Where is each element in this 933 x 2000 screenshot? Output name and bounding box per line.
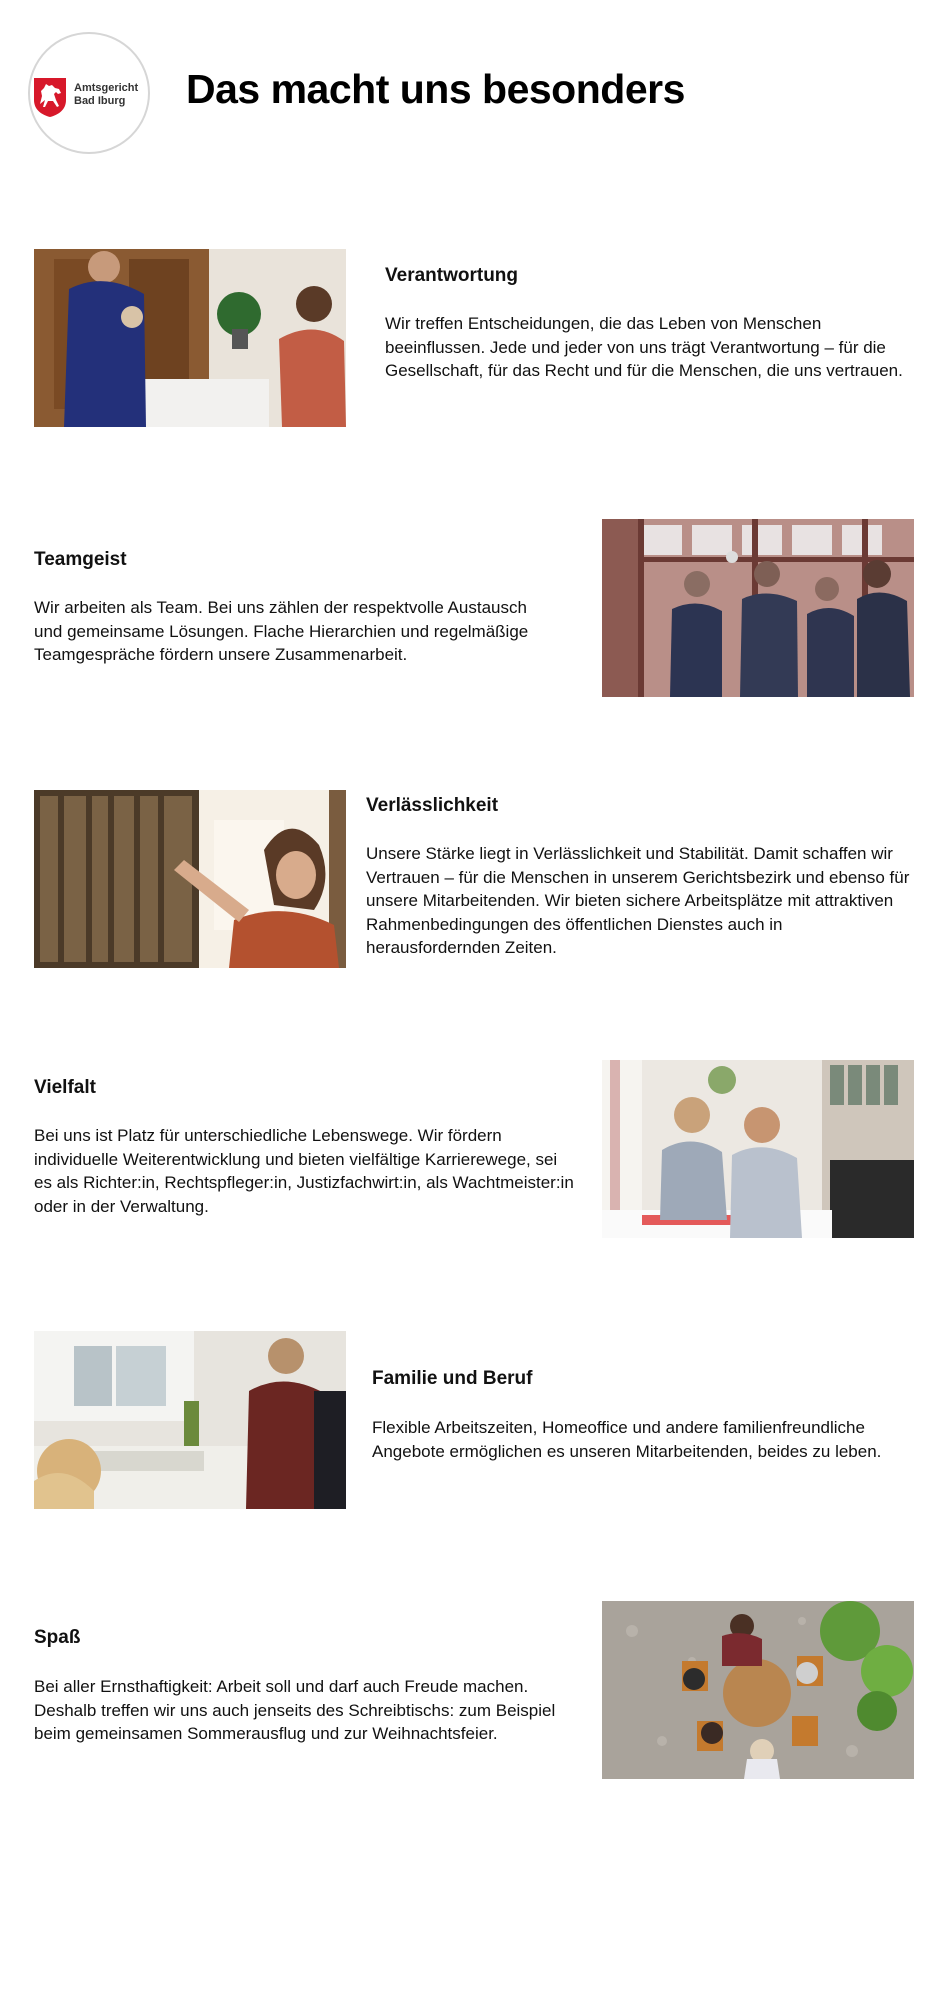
section-heading-spass: Spaß [34, 1627, 81, 1648]
photo-familie-und-beruf [34, 1331, 346, 1509]
lower-saxony-horse-icon [32, 76, 68, 118]
section-text-vielfalt: Bei uns ist Platz für unterschiedliche Lebenswege. Wir fördern individuelle Weiterentwicklung und bieten vielfältige Karrierewege, sei es als Richter:in, Rechtspfleger:in, Justizfachwirt:in, als Wachtmeister:in oder in der Verwaltung. [34, 1126, 574, 1216]
section-text-spass: Bei aller Ernsthaftigkeit: Arbeit soll und darf auch Freude machen. Deshalb treffen wir uns auch jenseits des Schreibtischs: zum Beispiel beim gemeinsamen Sommerausflug und zur Weihnachtsfeier. [34, 1677, 556, 1743]
photo-verantwortung [34, 249, 346, 427]
section-text-teamgeist: Wir arbeiten als Team. Bei uns zählen der respektvolle Austausch und gemeinsame Lösungen. Flache Hierarchien und regelmäßige Teamgespräche fördern unsere Zusammenarbeit. [34, 598, 529, 664]
page-title: Das macht uns besonders [186, 66, 685, 112]
section-text-familie-und-beruf: Flexible Arbeitszeiten, Homeoffice und andere familienfreundliche Angebote ermöglichen es unseren Mitarbeitenden, beides zu leben. [372, 1418, 882, 1461]
photo-verlaesslichkeit [34, 790, 346, 968]
section-heading-teamgeist: Teamgeist [34, 549, 127, 570]
logo-line-2: Bad Iburg [74, 95, 126, 107]
section-heading-verantwortung: Verantwortung [385, 265, 519, 286]
section-text-verlaesslichkeit: Unsere Stärke liegt in Verlässlichkeit und Stabilität. Damit schaffen wir Vertrauen – für die Menschen in unserem Gerichtsbezirk und ebenso für unsere Mitarbeitenden. Wir bieten sichere Arbeitsplätze mit attraktiven Rahmenbedingungen des öffentlichen Dienstes auch in herausfordernden Zeiten. [366, 844, 910, 957]
photo-spass [602, 1601, 914, 1779]
section-text-verantwortung: Wir treffen Entscheidungen, die das Leben von Menschen beeinflussen. Jede und jeder von uns trägt Verantwortung – für die Gesellschaft, für das Recht und für die Menschen, die uns vertrauen. [385, 314, 903, 380]
logo-text [74, 82, 138, 108]
photo-teamgeist [602, 519, 914, 697]
court-logo [28, 32, 150, 154]
section-heading-vielfalt: Vielfalt [34, 1077, 96, 1098]
photo-vielfalt [602, 1060, 914, 1238]
logo-line-1: Amtsgericht [74, 82, 139, 94]
section-heading-verlaesslichkeit: Verlässlichkeit [366, 795, 499, 816]
section-heading-familie-und-beruf: Familie und Beruf [372, 1368, 533, 1389]
